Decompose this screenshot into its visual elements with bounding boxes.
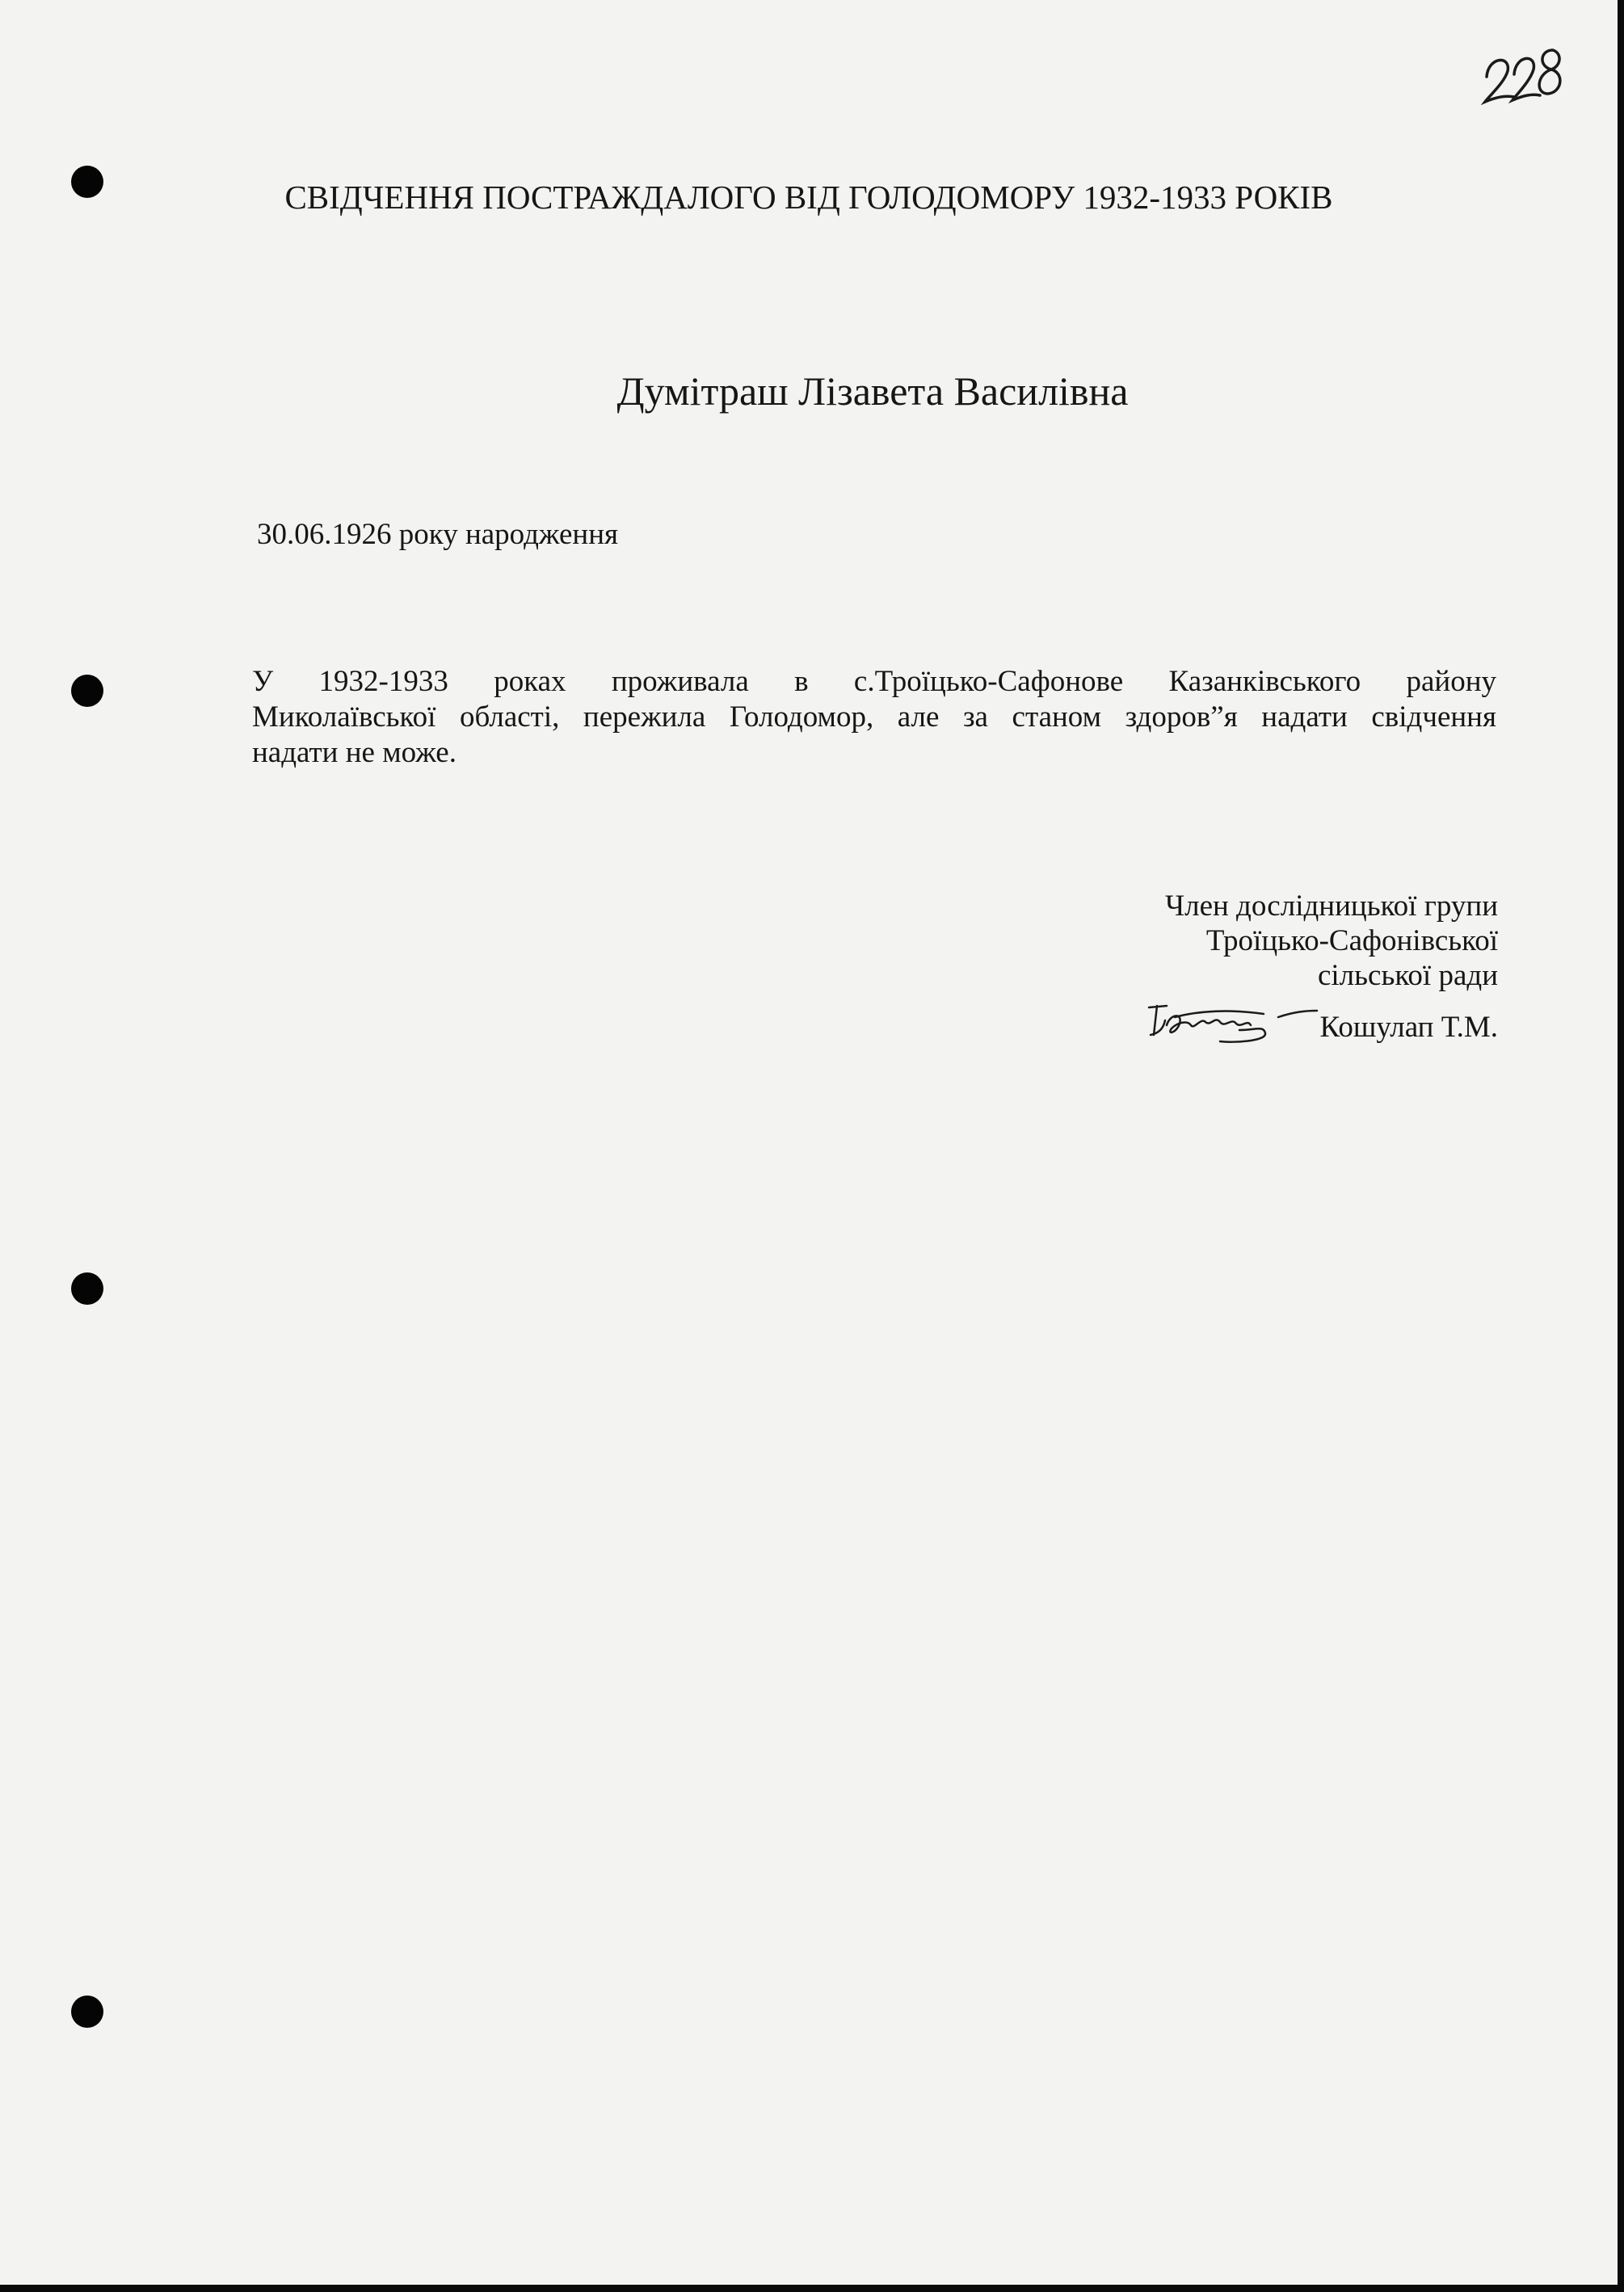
- testimony-line: надати не може.: [252, 736, 456, 769]
- signatory-role: сільської ради: [1317, 959, 1498, 992]
- birth-date-line: 30.06.1926 року народження: [257, 518, 619, 551]
- document-title: СВІДЧЕННЯ ПОСТРАЖДАЛОГО ВІД ГОЛОДОМОРУ 1932-1933 РОКІВ: [284, 179, 1333, 216]
- testimony-paragraph: [252, 664, 1496, 771]
- punch-hole: [71, 675, 103, 707]
- signatory-name: Кошулап Т.М.: [1319, 1011, 1498, 1044]
- signatory-role: Троїцько-Сафонівської: [1205, 924, 1498, 957]
- signature-block: [1142, 889, 1498, 1045]
- handwritten-page-number: [1479, 32, 1567, 105]
- punch-hole: [71, 1272, 103, 1305]
- testimony-line: Миколаївської області, пережила Голодомор, але за станом здоров”я надати свідчення: [252, 700, 1496, 734]
- signatory-role: Член дослідницької групи: [1165, 889, 1498, 923]
- punch-hole: [71, 1996, 103, 2028]
- person-name: Думітраш Лізавета Василівна: [616, 368, 1129, 414]
- handwritten-signature: [1142, 993, 1320, 1049]
- testimony-line: У 1932-1933 роках проживала в с.Троїцько-Сафонове Казанківського району: [252, 665, 1496, 698]
